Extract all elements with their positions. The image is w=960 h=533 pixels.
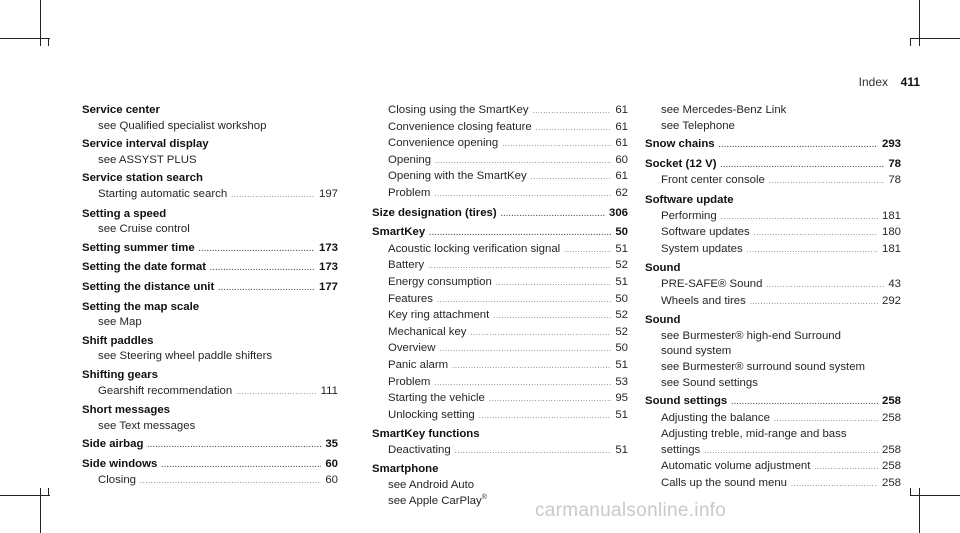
leader-dots	[452, 358, 611, 375]
leader-dots	[455, 443, 612, 460]
leader-dots	[721, 157, 885, 174]
heading-text: Side airbag	[82, 438, 144, 451]
index-heading	[82, 171, 338, 187]
index-entry	[645, 193, 901, 258]
subentry-text: Overview	[388, 342, 436, 355]
index-entry	[82, 207, 338, 238]
subentry-text: see ASSYST PLUS	[98, 153, 197, 166]
heading-text: Sound settings	[645, 395, 728, 408]
leader-dots	[479, 408, 612, 425]
index-subentry	[645, 103, 901, 119]
page-reference: 258	[881, 460, 901, 473]
index-heading	[82, 437, 338, 454]
watermark: carmanualsonline.info	[535, 500, 727, 521]
index-entry	[82, 334, 338, 365]
index-heading	[645, 394, 901, 411]
heading-text: Service center	[82, 104, 160, 116]
page-reference: 52	[615, 309, 628, 322]
leader-dots	[704, 443, 878, 460]
subentry-text: Calls up the sound menu	[661, 477, 788, 490]
page-reference: 293	[881, 138, 901, 151]
page-header	[0, 75, 960, 95]
index-subentry	[82, 315, 338, 331]
page-reference: 61	[615, 120, 628, 133]
index-heading	[82, 334, 338, 350]
subentry-text: Automatic volume adjustment	[661, 460, 811, 473]
crop-mark	[910, 38, 911, 46]
index-heading	[82, 207, 338, 223]
subentry-text: Front center console	[661, 174, 765, 187]
index-entry	[82, 260, 338, 277]
index-heading	[82, 137, 338, 153]
crop-mark	[48, 38, 49, 46]
index-subentry	[645, 173, 901, 190]
leader-dots	[814, 459, 878, 476]
page-reference: 52	[615, 325, 628, 338]
subentry-text: see Sound settings	[661, 376, 758, 389]
index-entry	[645, 137, 901, 154]
subentry-text: sound system	[661, 345, 732, 358]
index-heading	[82, 300, 338, 316]
leader-dots	[210, 260, 315, 277]
crop-mark	[919, 0, 920, 46]
page-reference: 61	[615, 104, 628, 116]
page-reference: 173	[318, 261, 338, 274]
index-subentry	[372, 275, 628, 292]
page-reference: 60	[325, 474, 338, 487]
subentry-text: see Steering wheel paddle shifters	[98, 350, 273, 363]
index-subentry	[645, 329, 901, 345]
index-heading	[82, 403, 338, 419]
leader-dots	[429, 225, 611, 242]
index-subentry	[372, 258, 628, 275]
page-reference: 292	[881, 294, 901, 307]
page-reference: 50	[615, 226, 628, 239]
heading-text: Setting the distance unit	[82, 280, 215, 293]
index-heading	[82, 368, 338, 384]
crop-mark	[910, 38, 960, 39]
subentry-text: Convenience closing feature	[388, 120, 532, 133]
index-entry	[645, 103, 901, 134]
index-heading	[82, 260, 338, 277]
subentry-text: Energy consumption	[388, 275, 492, 288]
leader-dots	[531, 169, 612, 186]
page-reference: 53	[615, 375, 628, 388]
leader-dots	[754, 225, 878, 242]
subentry-text: Wheels and tires	[661, 294, 746, 307]
index-subentry	[372, 358, 628, 375]
leader-dots	[236, 384, 316, 401]
page-reference: 60	[325, 457, 338, 470]
leader-dots	[791, 476, 878, 493]
index-subentry	[372, 103, 628, 120]
subentry-text: Gearshift recommendation	[98, 384, 233, 397]
index-heading	[645, 261, 901, 277]
index-heading	[82, 280, 338, 297]
index-entry	[82, 457, 338, 490]
index-subentry	[82, 119, 338, 135]
page-reference: 258	[881, 395, 901, 408]
index-entry	[82, 403, 338, 434]
index-entry	[645, 394, 901, 493]
heading-text: Socket (12 V)	[645, 157, 717, 170]
heading-text: Setting the date format	[82, 261, 207, 274]
subentry-text: see Android Auto	[388, 479, 475, 492]
index-subentry	[372, 186, 628, 203]
leader-dots	[774, 411, 878, 428]
heading-text: Sound	[645, 262, 681, 275]
crop-mark	[910, 495, 960, 496]
subentry-text: see Telephone	[661, 119, 735, 132]
page-reference: 35	[325, 438, 338, 451]
page-reference: 177	[318, 280, 338, 293]
subentry-text: see Burmester® surround sound system	[661, 360, 866, 373]
crop-mark	[910, 488, 911, 496]
page-reference: 50	[615, 342, 628, 355]
heading-text: SmartKey	[372, 226, 426, 239]
page-reference: 95	[615, 392, 628, 405]
leader-dots	[536, 120, 612, 137]
index-heading	[645, 313, 901, 329]
subentry-text: Mechanical key	[388, 325, 467, 338]
index-subentry	[645, 459, 901, 476]
page-reference: 258	[881, 411, 901, 424]
subentry-text: Opening	[388, 153, 432, 166]
index-heading	[372, 206, 628, 223]
index-entry	[645, 313, 901, 391]
subentry-text: Closing using the SmartKey	[388, 104, 529, 116]
leader-dots	[496, 275, 611, 292]
page-reference: 111	[320, 384, 338, 397]
leader-dots	[199, 241, 315, 258]
index-heading	[645, 193, 901, 209]
subentry-text: Panic alarm	[388, 358, 449, 371]
page-reference: 78	[888, 157, 901, 170]
page-reference: 258	[881, 443, 901, 456]
subentry-text: Features	[388, 292, 433, 305]
heading-text: Service station search	[82, 172, 203, 185]
leader-dots	[434, 375, 611, 392]
heading-text: Shifting gears	[82, 368, 158, 381]
index-subentry	[372, 375, 628, 392]
index-subentry	[372, 136, 628, 153]
subentry-text: Acoustic locking verification signal	[388, 242, 561, 255]
leader-dots	[564, 242, 611, 259]
heading-text: Size designation (tires)	[372, 206, 497, 219]
index-heading	[82, 241, 338, 258]
leader-dots	[747, 242, 878, 259]
leader-dots	[161, 457, 321, 474]
subentry-text: Starting the vehicle	[388, 392, 485, 405]
leader-dots	[489, 391, 611, 408]
index-subentry	[372, 120, 628, 137]
index-subentry	[82, 419, 338, 435]
index-entry	[82, 437, 338, 454]
subentry-text: Unlocking setting	[388, 408, 475, 421]
index-subentry	[82, 222, 338, 238]
heading-text: Setting summer time	[82, 241, 195, 254]
index-heading	[645, 137, 901, 154]
index-subentry	[645, 411, 901, 428]
page-reference: 197	[318, 187, 338, 200]
leader-dots	[533, 103, 612, 120]
leader-dots	[719, 137, 878, 154]
heading-text: SmartKey functions	[372, 428, 480, 441]
index-entry	[372, 225, 628, 424]
index-subentry	[372, 341, 628, 358]
subentry-text: see Mercedes-Benz Link	[661, 104, 787, 116]
leader-dots	[218, 280, 315, 297]
index-subentry	[82, 153, 338, 169]
leader-dots	[435, 153, 611, 170]
index-entry	[82, 137, 338, 168]
index-subentry	[372, 292, 628, 309]
page-reference: 43	[888, 277, 901, 290]
index-subentry	[645, 376, 901, 392]
index-subentry	[372, 325, 628, 342]
page-reference: 60	[615, 153, 628, 166]
index-heading	[82, 103, 338, 119]
leader-dots	[769, 173, 884, 190]
page-reference: 51	[615, 275, 628, 288]
index-subentry	[645, 360, 901, 376]
subentry-text: Software updates	[661, 226, 750, 239]
index-entry	[82, 280, 338, 297]
index-entry	[82, 241, 338, 258]
index-entry	[372, 427, 628, 459]
page-reference: 51	[615, 242, 628, 255]
subentry-text: Convenience opening	[388, 137, 499, 150]
index-subentry	[372, 153, 628, 170]
index-subentry	[372, 478, 628, 494]
page-reference: 52	[615, 259, 628, 272]
crop-mark	[0, 38, 50, 39]
leader-dots	[493, 308, 611, 325]
index-subentry	[645, 427, 901, 443]
subentry-text: Deactivating	[388, 443, 451, 456]
index-subentry	[645, 277, 901, 294]
heading-text: Smartphone	[372, 463, 439, 476]
heading-text: Snow chains	[645, 138, 715, 151]
subentry-text: Problem	[388, 186, 431, 199]
heading-text: Shift paddles	[82, 334, 154, 347]
index-entry	[82, 300, 338, 331]
index-heading	[82, 457, 338, 474]
index-subentry	[372, 308, 628, 325]
index-subentry	[645, 209, 901, 226]
heading-text: Short messages	[82, 404, 170, 417]
heading-text: Software update	[645, 193, 734, 206]
index-entry	[372, 206, 628, 223]
page-reference: 51	[615, 443, 628, 456]
index-subentry	[645, 476, 901, 493]
subentry-text: Closing	[98, 474, 136, 487]
index-entry	[82, 171, 338, 203]
subentry-text: Problem	[388, 375, 431, 388]
subentry-text: see Cruise control	[98, 223, 190, 236]
index-entry	[645, 157, 901, 190]
index-subentry	[82, 384, 338, 401]
leader-dots	[721, 209, 878, 226]
index-subentry	[82, 187, 338, 204]
heading-text: Sound	[645, 314, 681, 327]
index-subentry	[82, 473, 338, 490]
index-column-2	[372, 103, 628, 512]
subentry-text: see Apple CarPlay ®	[388, 494, 487, 510]
index-heading	[372, 427, 628, 443]
header-label: Index	[858, 75, 888, 89]
leader-dots	[766, 277, 884, 294]
page-reference: 62	[615, 186, 628, 199]
index-entry	[372, 103, 628, 203]
leader-dots	[471, 325, 612, 342]
index-column-3	[645, 103, 901, 496]
leader-dots	[502, 136, 611, 153]
index-heading	[372, 462, 628, 478]
index-heading	[372, 225, 628, 242]
heading-text: Setting a speed	[82, 207, 167, 220]
subentry-text: Starting automatic search	[98, 187, 228, 200]
leader-dots	[437, 292, 611, 309]
leader-dots	[147, 437, 321, 454]
subentry-text: Key ring attachment	[388, 309, 490, 322]
page-reference: 50	[615, 292, 628, 305]
subentry-text: Opening with the SmartKey	[388, 170, 527, 183]
index-subentry	[372, 242, 628, 259]
index-subentry	[82, 349, 338, 365]
crop-mark	[40, 0, 41, 46]
page-reference: 180	[881, 226, 901, 239]
page-reference: 258	[881, 477, 901, 490]
subentry-text: see Map	[98, 316, 142, 329]
page-reference: 173	[318, 241, 338, 254]
heading-text: Setting the map scale	[82, 300, 200, 313]
heading-text: Side windows	[82, 457, 158, 470]
subentry-text: see Qualified specialist workshop	[98, 119, 267, 132]
subentry-text: see Burmester® high-end Surround	[661, 329, 841, 342]
index-subentry	[372, 408, 628, 425]
leader-dots	[140, 473, 321, 490]
subentry-text: Performing	[661, 209, 717, 222]
subentry-text: Adjusting treble, mid-range and bass	[661, 428, 847, 441]
crop-mark	[0, 495, 50, 496]
index-subentry	[372, 443, 628, 460]
page-reference: 181	[881, 209, 901, 222]
page-reference: 61	[615, 170, 628, 183]
index-heading	[645, 157, 901, 174]
index-subentry	[645, 119, 901, 135]
subentry-text: PRE-SAFE® Sound	[661, 277, 763, 290]
page-reference: 51	[615, 358, 628, 371]
heading-text: Service interval display	[82, 138, 209, 151]
page-reference: 306	[608, 206, 628, 219]
index-subentry	[372, 391, 628, 408]
subentry-text: System updates	[661, 242, 743, 255]
index-subentry	[372, 169, 628, 186]
page-reference: 181	[881, 242, 901, 255]
index-subentry	[645, 344, 901, 360]
leader-dots	[434, 186, 611, 203]
crop-mark	[48, 488, 49, 496]
leader-dots	[439, 341, 611, 358]
page-reference: 78	[888, 174, 901, 187]
index-entry	[82, 368, 338, 400]
index-column-1	[82, 103, 338, 493]
leader-dots	[231, 187, 315, 204]
page-reference: 61	[615, 137, 628, 150]
leader-dots	[501, 206, 605, 223]
index-entry	[82, 103, 338, 134]
index-subentry	[645, 242, 901, 259]
subentry-text: Adjusting the balance	[661, 411, 770, 424]
page-number: 411	[900, 75, 920, 89]
index-subentry	[645, 225, 901, 242]
index-subentry	[645, 443, 901, 460]
subentry-text: Battery	[388, 259, 425, 272]
leader-dots	[731, 394, 878, 411]
leader-dots	[428, 258, 611, 275]
index-entry	[645, 261, 901, 310]
index-subentry	[645, 294, 901, 311]
subentry-text: see Text messages	[98, 419, 196, 432]
leader-dots	[750, 294, 878, 311]
subentry-text: settings	[661, 443, 701, 456]
page-reference: 51	[615, 408, 628, 421]
